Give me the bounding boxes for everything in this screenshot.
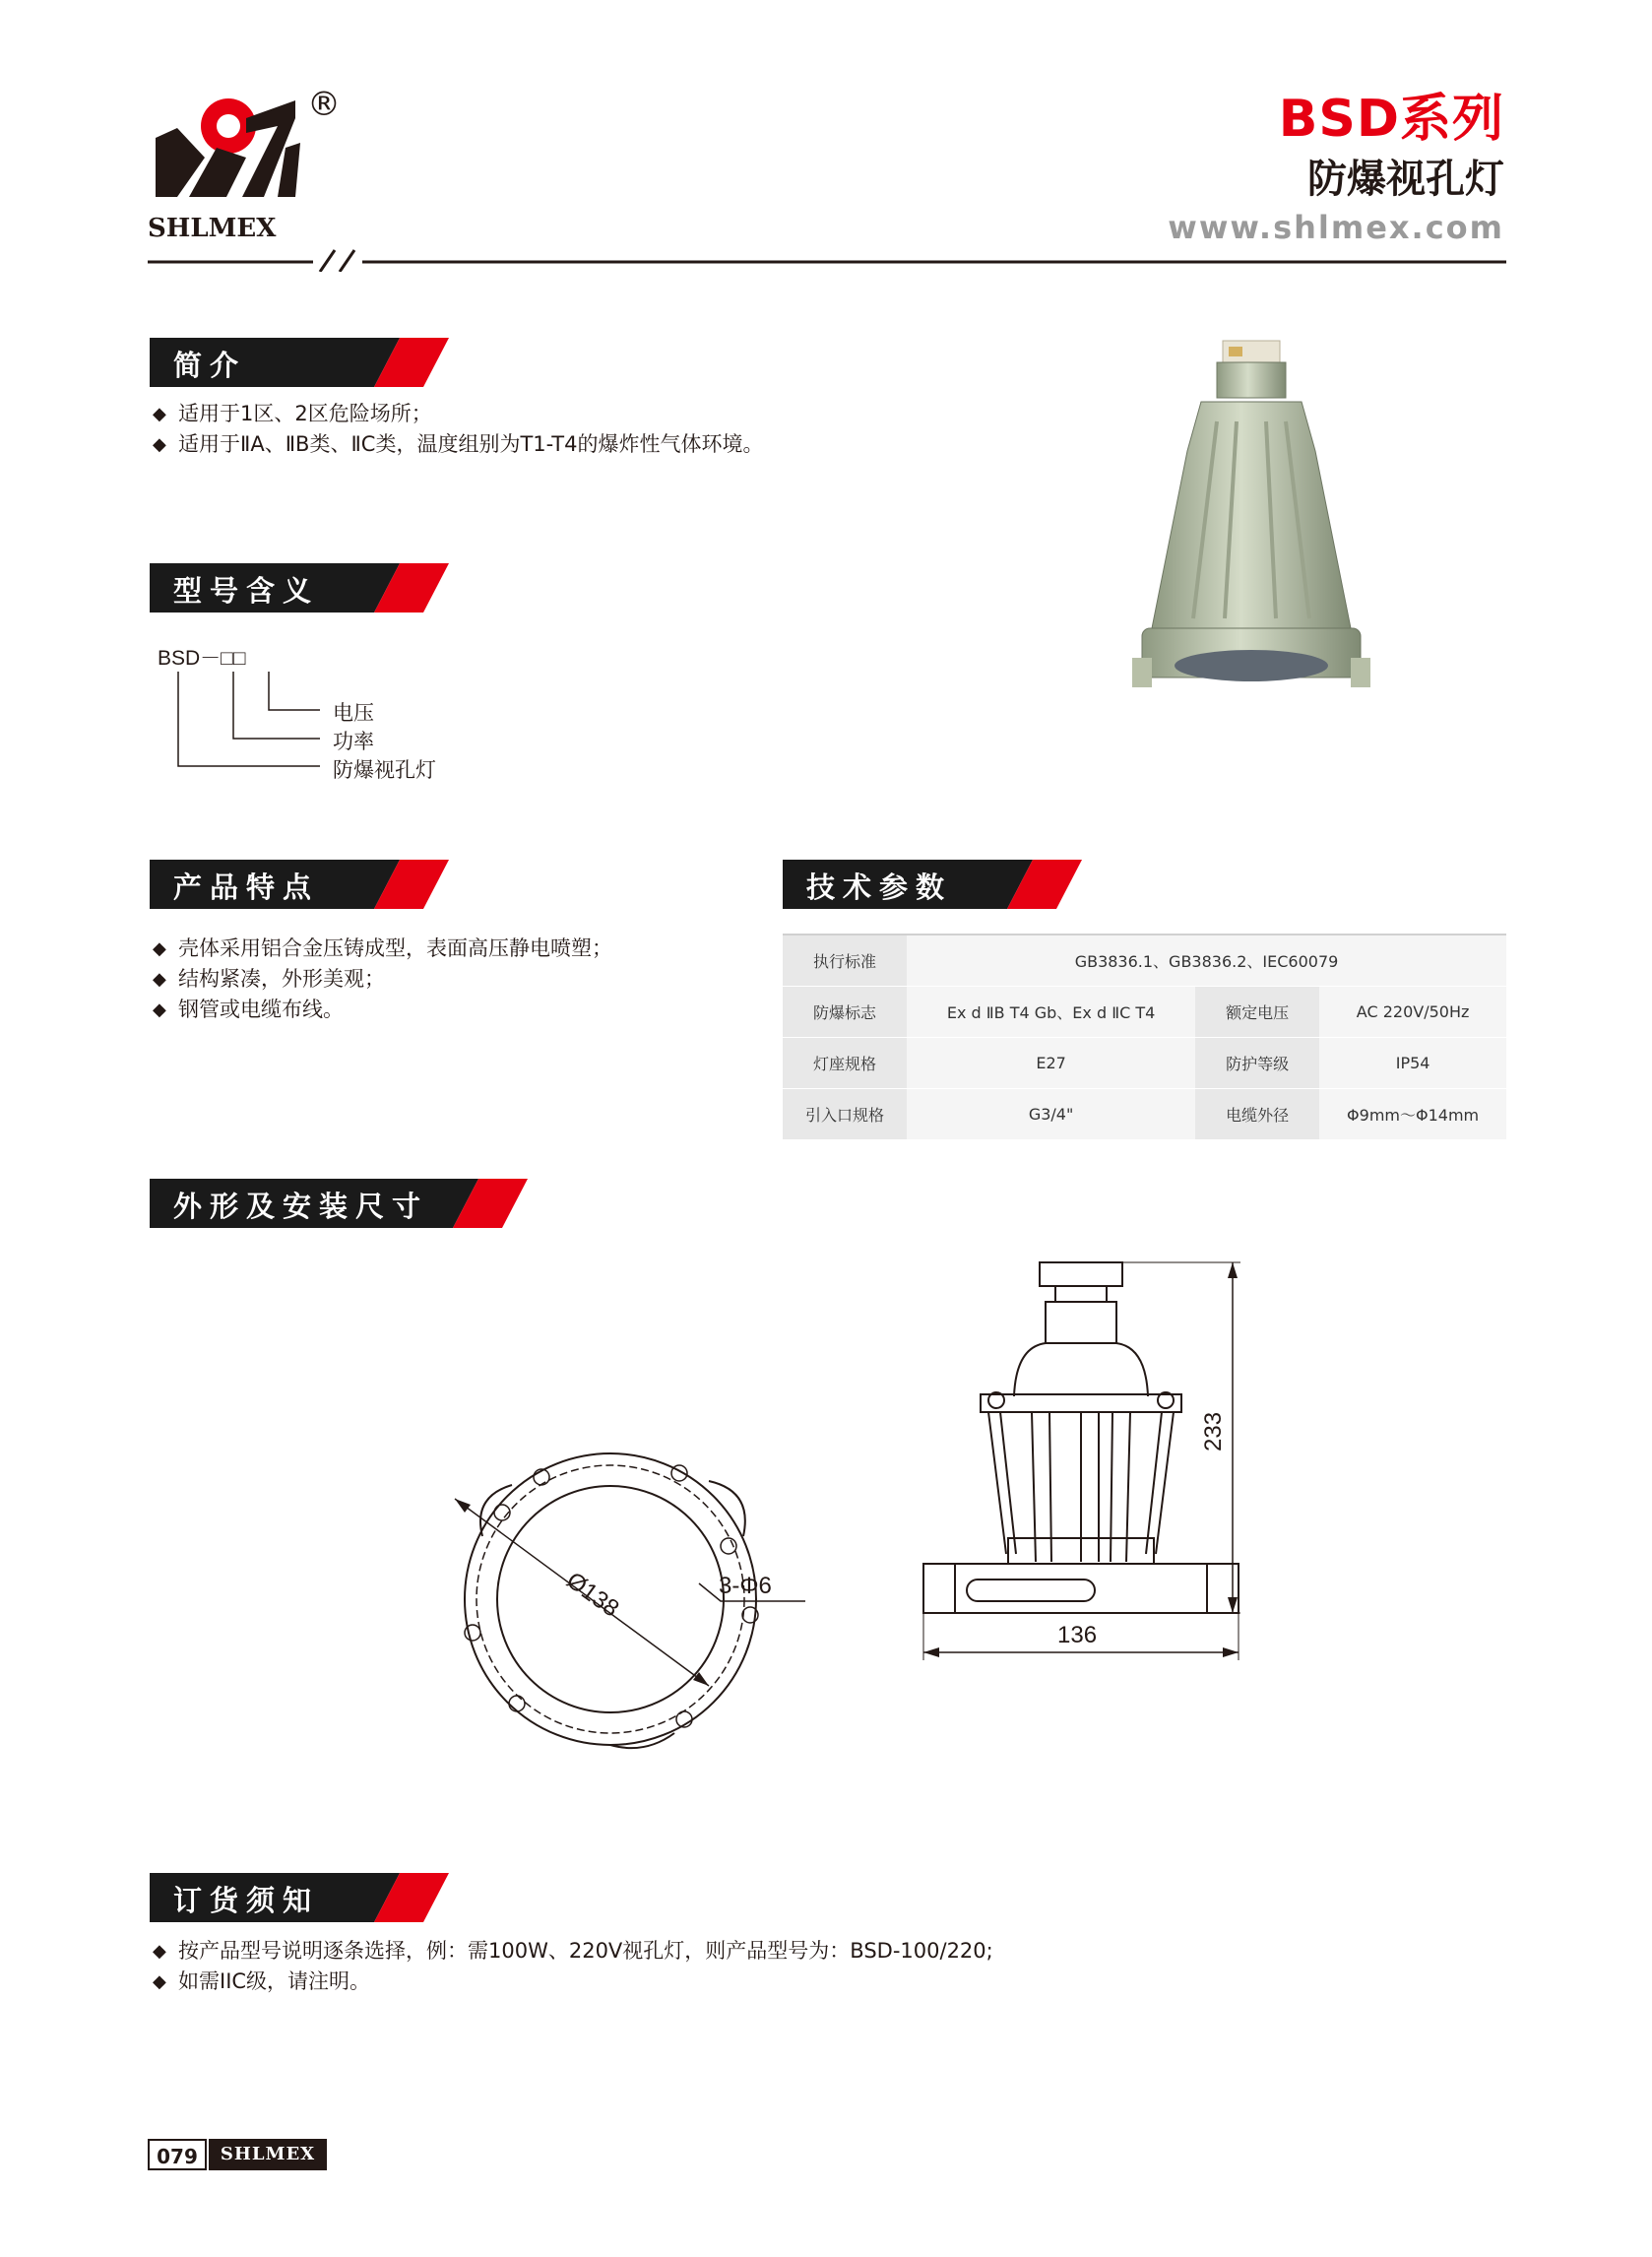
list-item: ◆ 适用于ⅡA、ⅡB类、ⅡC类，温度组别为T1-T4的爆炸性气体环境。 (153, 429, 763, 460)
website-url[interactable]: www.shlmex.com (1168, 209, 1504, 246)
list-item: ◆ 钢管或电缆布线。 (153, 995, 612, 1025)
registered-mark: ® (307, 85, 341, 124)
section-ordering-bar (150, 1873, 449, 1922)
table-row (783, 935, 1506, 987)
param-value: G3/4" (907, 1089, 1195, 1140)
logo-text: SHLMEX (148, 214, 277, 243)
param-value: Ex d ⅡB T4 Gb、Ex d ⅡC T4 (907, 987, 1195, 1038)
section-model-title: 型号含义 (173, 574, 320, 608)
intro-list (153, 399, 763, 460)
section-features-bar (150, 860, 449, 909)
model-label-product: 防爆视孔灯 (333, 758, 436, 782)
features-list (153, 934, 612, 1025)
side-view-drawing (906, 1249, 1260, 1800)
param-key: 执行标准 (783, 935, 907, 987)
list-item: ◆ 适用于1区、2区危险场所； (153, 399, 763, 429)
list-item: ◆ 如需IIC级，请注明。 (153, 1967, 993, 1997)
param-value: AC 220V/50Hz (1319, 987, 1506, 1038)
section-ordering-title: 订货须知 (173, 1884, 320, 1917)
param-value: Φ9mm～Φ14mm (1319, 1089, 1506, 1140)
param-value: GB3836.1、GB3836.2、IEC60079 (907, 935, 1506, 987)
holes-label: 3-Φ6 (719, 1573, 772, 1599)
section-tech-bar (783, 860, 1082, 909)
product-name: 防爆视孔灯 (1307, 157, 1504, 202)
table-row (783, 987, 1506, 1038)
lamp-photo (1122, 333, 1378, 727)
param-key: 防爆标志 (783, 987, 907, 1038)
param-key: 防护等级 (1195, 1038, 1319, 1089)
param-value: IP54 (1319, 1038, 1506, 1089)
header-divider (148, 242, 1506, 272)
tech-params-table (783, 934, 1506, 1140)
diameter-label: Ø138 (561, 1567, 624, 1623)
table-row (783, 1038, 1506, 1089)
top-view-drawing (413, 1438, 827, 1753)
list-item: ◆ 按产品型号说明逐条选择，例：需100W、220V视孔灯，则产品型号为：BSD-100/220; (153, 1936, 993, 1967)
section-features-title: 产品特点 (173, 871, 320, 904)
section-intro-bar (150, 338, 449, 387)
model-leader-lines (172, 668, 330, 776)
param-key: 额定电压 (1195, 987, 1319, 1038)
model-code: BSD－□□ (158, 647, 246, 670)
param-key: 引入口规格 (783, 1089, 907, 1140)
param-key: 电缆外径 (1195, 1089, 1319, 1140)
page-number: 079 (148, 2139, 207, 2170)
param-key: 灯座规格 (783, 1038, 907, 1089)
ordering-list (153, 1936, 993, 1997)
list-item: ◆ 结构紧凑，外形美观； (153, 964, 612, 995)
section-dimensions-bar (150, 1179, 528, 1228)
height-label: 233 (1200, 1411, 1227, 1451)
list-item: ◆ 壳体采用铝合金压铸成型，表面高压静电喷塑； (153, 934, 612, 964)
section-model-bar (150, 563, 449, 613)
model-label-power: 功率 (333, 730, 374, 753)
footer-brand: SHLMEX (209, 2139, 327, 2170)
param-value: E27 (907, 1038, 1195, 1089)
model-label-voltage: 电压 (333, 701, 374, 725)
section-intro-title: 简介 (173, 349, 247, 382)
section-tech-title: 技术参数 (806, 871, 953, 904)
series-title: BSD系列 (1278, 90, 1504, 149)
section-dimensions-title: 外形及安装尺寸 (173, 1190, 429, 1223)
table-row (783, 1089, 1506, 1140)
width-label: 136 (1057, 1622, 1098, 1648)
